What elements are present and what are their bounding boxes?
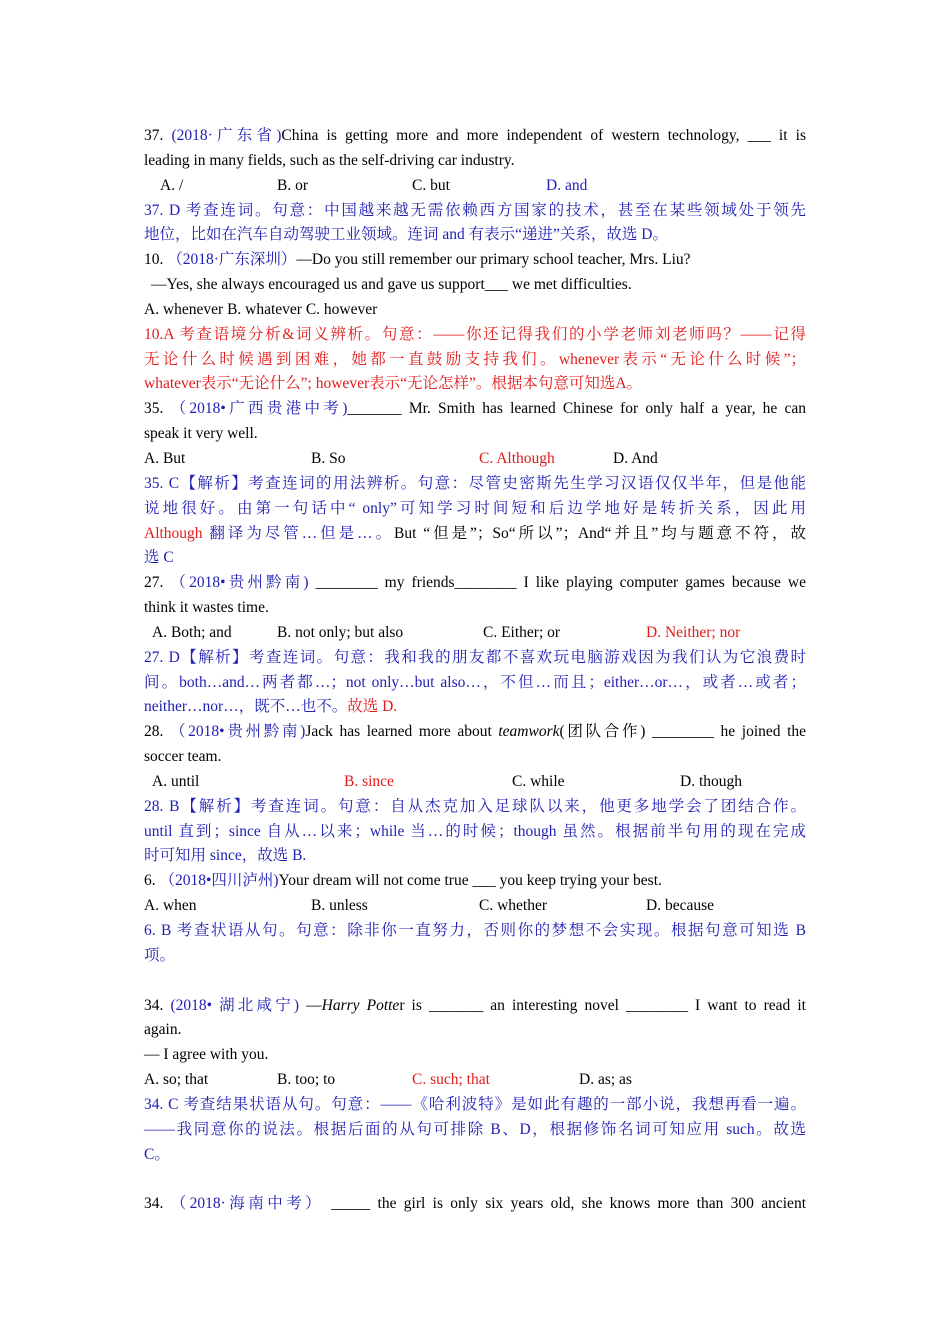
q35-answer-line4: 选 C [144,549,174,567]
q37-options [144,174,806,199]
q6-answer-line1: 6. B 考查状语从句。句意：除非你一直努力，否则你的梦想不会实现。根据句意可知选 B [144,922,806,939]
q34a-answer-line3: C。 [144,1145,170,1163]
q34a-options [144,1068,806,1093]
exercise-page [144,124,806,1217]
q6-answer-line2: 项。 [144,946,176,964]
q10-answer-line3: whatever表示“无论什么”; however表示“无论怎样”。根据本句意可知选A。 [144,375,643,393]
q35-answer-line2: 说地很好。由第一句话中“ only”可知学习时间短和后边学地好是转折关系，因此用 [144,499,806,517]
q34a-option-d[interactable]: D. as; as [579,1071,632,1089]
q6-options [144,894,806,919]
q34a-source: (2018• 湖北咸宁) [170,996,300,1014]
q35-answer-line1: 35. C【解析】考查连词的用法辨析。句意：尽管史密斯先生学习汉语仅仅半年，但是他能 [144,474,806,492]
q28-options [144,770,806,795]
q6-option-d[interactable]: D. because [646,897,714,915]
q27-stem-line2: think it wastes time. [144,599,269,617]
q35-answer-line3: Although 翻译为尽管…但是…。But “但是”；So“所以”；And“并且”均与题意不符，故 [144,524,806,542]
q6-option-b[interactable]: B. unless [311,897,368,915]
q37-answer-line2: 地位，比如在汽车自动驾驶工业领域。连词 and 有表示“递进”关系，故选 D。 [144,226,668,244]
q28-stem-line1: 28. （2018•贵州黔南)Jack has learned more about teamwork(团队合作) ________ he joined the [144,723,807,741]
q37-answer-line1: 37. D 考查连词。句意：中国越来越无需依赖西方国家的技术，甚至在某些领域处于领先 [144,201,806,219]
q34b-stem-line1: 34. （2018·海南中考） _____ the girl is only six years old, she knows more than 300 ancient [144,1195,806,1213]
spacer [144,1167,806,1192]
q28-option-a[interactable]: A. until [152,772,200,790]
q35-option-d[interactable]: D. And [613,449,658,467]
q28-option-d[interactable]: D. though [680,772,742,790]
q10-options[interactable]: A. whenever B. whatever C. however [144,300,378,318]
q28-answer-line3: 时可知用 since，故选 B. [144,847,307,865]
q37-option-a[interactable]: A. / [160,176,184,194]
q28-answer-line1: 28. B【解析】考查连词。句意：自从杰克加入足球队以来，他更多地学会了团结合作。 [144,797,806,815]
q27-option-b[interactable]: B. not only; but also [277,623,404,641]
q6-option-c[interactable]: C. whether [479,897,548,915]
q37-stem-line1: 37. (2018·广东省)China is getting more and more independent of western technology, ___ it is [144,127,806,144]
q34a-option-c[interactable]: C. such; that [412,1071,490,1089]
spacer [144,969,806,994]
q34a-answer-line2: ——我同意你的说法。根据后面的从句可排除 B、D，根据修饰名词可知应用 such。故选 [144,1120,806,1138]
q27-answer-line2: 间。both…and…两者都…；not only…but also…，不但…而且；either…or…，或者…或者； [144,673,806,691]
q35-stem-line2: speak it very well. [144,425,258,443]
q34a-stem-line1: 34. (2018• 湖北咸宁) —Harry Potter is _______ an interesting novel ________ I want to read it [144,996,806,1014]
q35-option-a[interactable]: A. But [144,449,186,467]
q28-answer-line2: until 直到；since 自从…以来；while 当…的时候；though 虽然。根据前半句用的现在完成 [144,822,806,840]
q27-stem-line1: 27. （2018•贵州黔南) ________ my friends________ I like playing computer games because we [144,574,807,592]
q27-source: （2018•贵州黔南) [170,574,309,592]
q37-option-c[interactable]: C. but [412,176,450,194]
q35-options [144,447,806,472]
q27-answer-line1: 27. D【解析】考查连词。句意：我和我的朋友都不喜欢玩电脑游戏因为我们认为它浪费时 [144,648,806,666]
q37-option-d[interactable]: D. and [546,176,588,194]
q10-answer-line1: 10.A 考查语境分析&词义辨析。句意：——你还记得我们的小学老师刘老师吗？——记得 [144,325,806,343]
q6-option-a[interactable]: A. when [144,897,197,915]
q27-option-c[interactable]: C. Either; or [483,623,561,641]
q34a-option-b[interactable]: B. too; to [277,1071,336,1089]
q34b-source: （2018·海南中考） [170,1195,325,1213]
q28-stem-line2: soccer team. [144,748,222,766]
q35-option-b[interactable]: B. So [311,449,346,467]
q37-source: (2018·广东省) [171,127,282,144]
q27-option-d[interactable]: D. Neither; nor [646,623,741,641]
q34a-stem-line3: — I agree with you. [144,1046,269,1064]
q27-option-a[interactable]: A. Both; and [152,623,232,641]
q28-option-c[interactable]: C. while [512,772,565,790]
q27-answer-line3: neither…nor…，既不…也不。故选 D. [144,698,398,716]
q10-stem-line1: 10. （2018·广东深圳）—Do you still remember our primary school teacher, Mrs. Liu? [144,251,691,269]
q28-source: （2018•贵州黔南) [169,723,306,741]
q34a-option-a[interactable]: A. so; that [144,1071,209,1089]
q27-options [144,621,806,646]
q10-stem-line2: —Yes, she always encouraged us and gave us support___ we met difficulties. [151,276,632,294]
q35-option-c[interactable]: C. Although [479,449,555,467]
q28-option-b[interactable]: B. since [344,772,394,790]
q6-stem-line1: 6. （2018•四川泸州)Your dream will not come true ___ you keep trying your best. [144,872,662,890]
q35-source: （2018•广西贵港中考) [170,400,348,418]
q35-stem-line1: 35. （2018•广西贵港中考)_______ Mr. Smith has learned Chinese for only half a year, he can [144,400,806,418]
q6-source: （2018•四川泸州) [159,872,279,890]
q34a-answer-line1: 34. C 考查结果状语从句。句意：——《哈利波特》是如此有趣的一部小说，我想再看一遍。 [144,1095,806,1113]
q10-answer-line2: 无论什么时候遇到困难，她都一直鼓励支持我们。whenever表示“无论什么时候”； [144,350,806,368]
q37-option-b[interactable]: B. or [277,176,308,194]
q34a-stem-line2: again. [144,1021,182,1039]
q10-source: （2018·广东深圳） [167,251,297,269]
q37-stem-line2: leading in many fields, such as the self-driving car industry. [144,151,515,169]
